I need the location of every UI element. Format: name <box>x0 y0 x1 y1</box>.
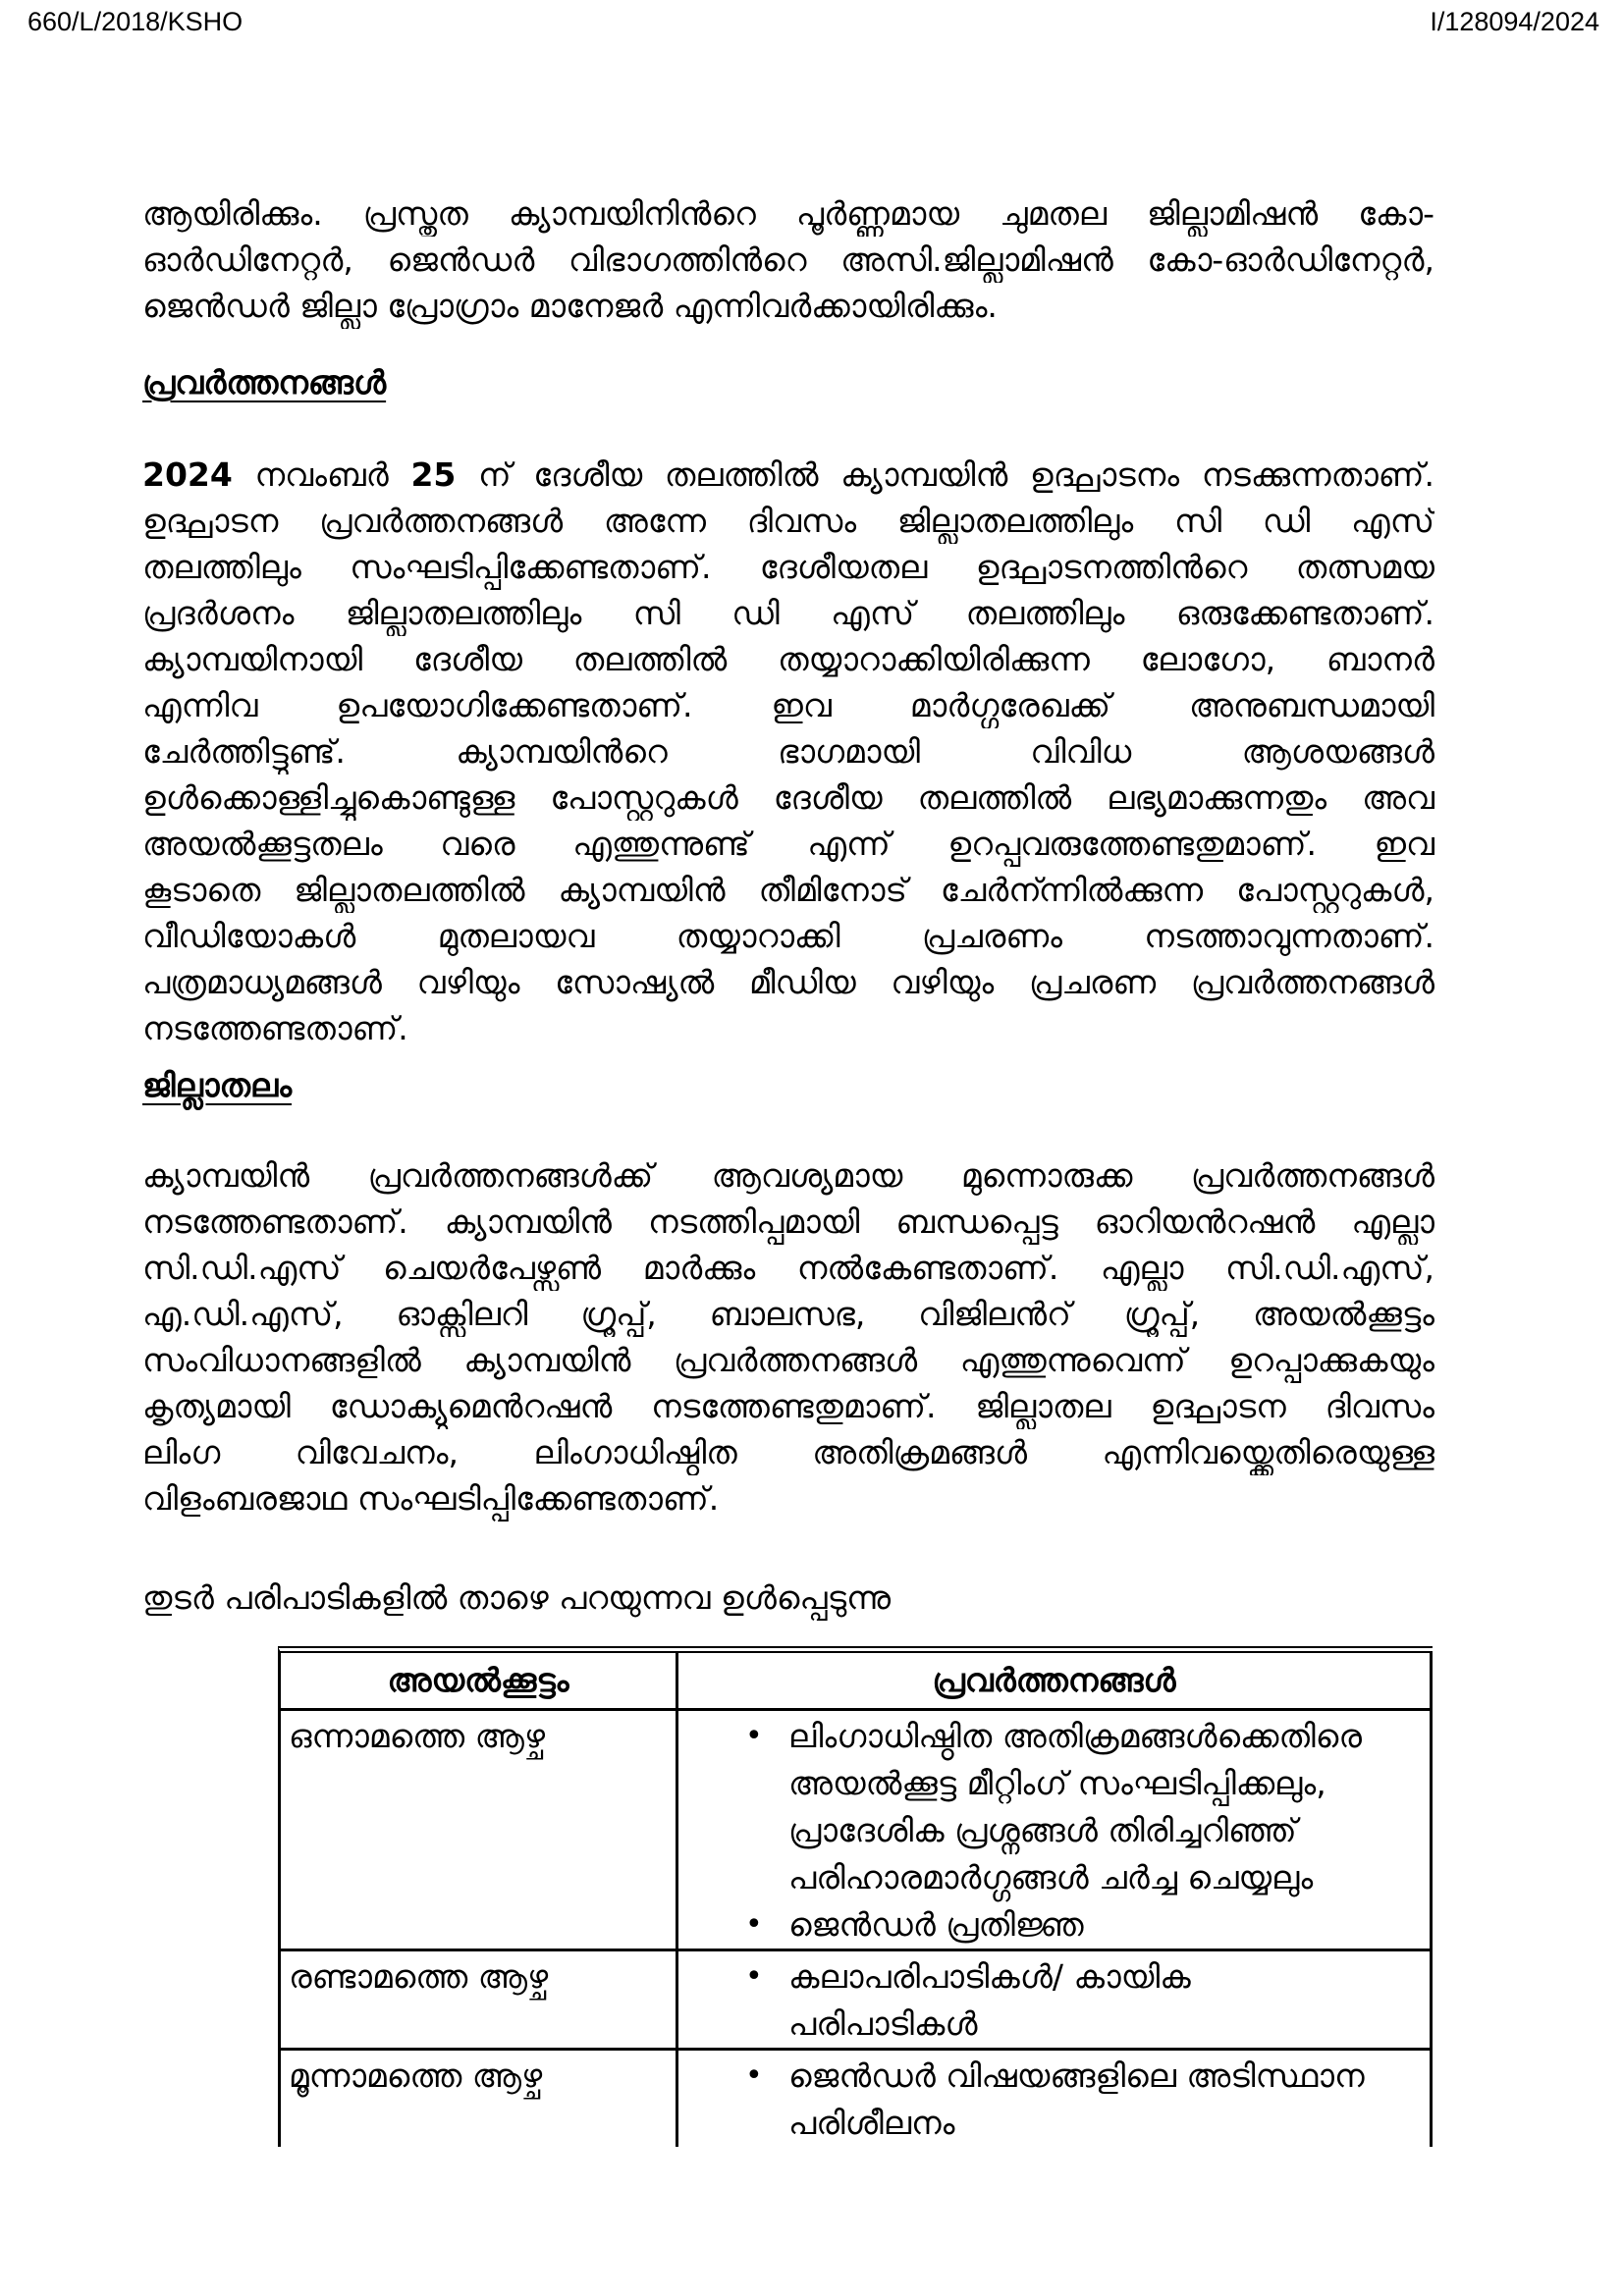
followup-intro-line: തുടർ പരിപാടികളിൽ താഴെ പറയുന്നവ ഉൾപ്പെടുന്നു <box>142 1578 892 1617</box>
paragraph-continuation <box>142 190 1434 329</box>
date-day: 25 <box>410 455 457 494</box>
section-heading-district: ജില്ലാതലം <box>142 1066 293 1104</box>
bullet-dot-icon: • <box>745 2058 763 2093</box>
text-line: കൂടാതെ ജില്ലാതലത്തിൽ ക്യാമ്പയിൻ തീമിനോട് ചേർന്ന്നിൽക്കുന്ന പോസ്റ്ററുകൾ, <box>142 871 1434 909</box>
text-line: എ.ഡി.എസ്, ഓക്സിലറി ഗ്രൂപ്പ്, ബാലസഭ, വിജിലൻറ് ഗ്രൂപ്പ്, അയൽക്കൂട്ടം <box>142 1295 1434 1333</box>
bullet-text: ജെൻഡർ വിഷയങ്ങളിലെ അടിസ്ഥാന പരിശീലനം <box>788 2056 1365 2142</box>
bullet-dot-icon: • <box>745 1719 763 1753</box>
header-ref-number-left: 660/L/2018/KSHO <box>27 7 243 36</box>
text-line: നടത്തേണ്ടതാണ്. <box>142 1009 408 1047</box>
text-line: വിളംബരജാഥ സംഘടിപ്പിക്കേണ്ടതാണ്. <box>142 1479 720 1518</box>
table-row-week3 <box>281 2051 1433 2147</box>
text-line: ക്യാമ്പയിനായി ദേശീയ തലത്തിൽ തയ്യാറാക്കിയിരിക്കുന്ന ലോഗോ, ബാനർ <box>142 640 1434 678</box>
header-ref-number-right: I/128094/2024 <box>1430 7 1599 36</box>
text-line <box>142 452 1434 498</box>
table-header-week: അയൽക്കൂട്ടം <box>281 1653 678 1711</box>
activity-bullet <box>745 2053 1420 2147</box>
schedule-table <box>278 1646 1433 2147</box>
table-row-week2 <box>281 1951 1433 2051</box>
date-year: 2024 <box>142 455 233 494</box>
text-line: ആയിരിക്കും. പ്രസ്തുത ക്യാമ്പയിനിൻറെ പൂർണ്ണമായ ചുമതല ജില്ലാമിഷൻ കോ- <box>142 194 1434 233</box>
text-line: വീഡിയോകൾ മുതലായവ തയ്യാറാക്കി പ്രചരണം നടത്താവുന്നതാണ്. <box>142 917 1434 955</box>
text-line: ഓർഡിനേറ്റർ, ജെൻഡർ വിഭാഗത്തിൻറെ അസി.ജില്ലാമിഷൻ കോ-ഓർഡിനേറ്റർ, <box>142 240 1434 279</box>
text-line: പ്രദർശനം ജില്ലാതലത്തിലും സി ഡി എസ് തലത്തിലും ഒരുക്കേണ്ടതാണ്. <box>142 594 1434 632</box>
date-month: നവംബർ <box>232 455 411 494</box>
bullet-text: കലാപരിപാടികൾ/ കായിക പരിപാടികൾ <box>788 1957 1191 2043</box>
paragraph-district <box>142 1152 1434 1522</box>
paragraph-activities <box>142 452 1434 1051</box>
week-label: ഒന്നാമത്തെ ആഴ്ച <box>289 1717 545 1755</box>
section-heading-activities: പ്രവർത്തനങ്ങൾ <box>142 363 387 401</box>
table-header-activities: പ്രവർത്തനങ്ങൾ <box>678 1653 1433 1711</box>
bullet-text: ലിംഗാധിഷ്ഠിത അതിക്രമങ്ങൾക്കെതിരെ അയൽക്കൂട്ട മീറ്റിംഗ് സംഘടിപ്പിക്കലും, പ്രാദേശിക പ്രശ്നങ്ങൾ തിരിച്ചറിഞ്ഞ് പരിഹാരമാർഗ്ഗങ്ങൾ ചർച്ച ചെയ്യലും <box>788 1717 1362 1896</box>
text-line: അയൽക്കൂട്ടതലം വരെ എത്തുന്നുണ്ട് എന്ന് ഉറപ്പുവരുത്തേണ്ടതുമാണ്. ഇവ <box>142 825 1434 863</box>
week-label: രണ്ടാമത്തെ ആഴ്ച <box>289 1957 549 1996</box>
activity-bullet <box>745 1713 1420 1901</box>
text-line: ലിംഗ വിവേചനം, ലിംഗാധിഷ്ഠിത അതിക്രമങ്ങൾ എന്നിവയ്ക്കെതിരെയുള്ള <box>142 1433 1434 1471</box>
text-line: തലത്തിലും സംഘടിപ്പിക്കേണ്ടതാണ്. ദേശീയതല ഉദ്ഘാടനത്തിൻറെ തത്സമയ <box>142 548 1434 586</box>
activity-bullet <box>745 1901 1420 1949</box>
text-line: ക്യാമ്പയിൻ പ്രവർത്തനങ്ങൾക്ക് ആവശ്യമായ മുന്നൊരുക്ക പ്രവർത്തനങ്ങൾ <box>142 1156 1434 1195</box>
text-line: പത്രമാധ്യമങ്ങൾ വഴിയും സോഷ്യൽ മീഡിയ വഴിയും പ്രചരണ പ്രവർത്തനങ്ങൾ <box>142 963 1434 1001</box>
activity-bullet <box>745 1953 1420 2048</box>
table-header-row <box>281 1653 1433 1711</box>
text-line: ഉദ്ഘാടന പ്രവർത്തനങ്ങൾ അന്നേ ദിവസം ജില്ലാതലത്തിലും സി ഡി എസ് <box>142 502 1434 540</box>
text-line: ജെൻഡർ ജില്ലാ പ്രോഗ്രാം മാനേജർ എന്നിവർക്കായിരിക്കും. <box>142 287 998 325</box>
bullet-dot-icon: • <box>745 1907 763 1942</box>
table-row-week1 <box>281 1711 1433 1951</box>
text-line-rest: ന് ദേശീയ തലത്തിൽ ക്യാമ്പയിൻ ഉദ്ഘാടനം നടക്കുന്നതാണ്. <box>456 455 1434 494</box>
bullet-dot-icon: • <box>745 1959 763 1994</box>
text-line: സി.ഡി.എസ് ചെയർപേഴ്സൺ മാർക്കും നൽകേണ്ടതാണ്. എല്ലാ സി.ഡി.എസ്, <box>142 1249 1434 1287</box>
bullet-text: ജെൻഡർ പ്രതിജ്ഞ <box>788 1905 1084 1944</box>
text-line: എന്നിവ ഉപയോഗിക്കേണ്ടതാണ്. ഇവ മാർഗ്ഗരേഖക്ക് അനുബന്ധമായി <box>142 686 1434 724</box>
text-line: ഉൾക്കൊള്ളിച്ചുകൊണ്ടുള്ള പോസ്റ്ററുകൾ ദേശീയ തലത്തിൽ ലഭ്യമാക്കുന്നതും അവ <box>142 778 1434 817</box>
text-line: സംവിധാനങ്ങളിൽ ക്യാമ്പയിൻ പ്രവർത്തനങ്ങൾ എത്തുന്നുവെന്ന് ഉറപ്പാക്കുകയും <box>142 1341 1434 1379</box>
text-line: ചേർത്തിട്ടുണ്ട്. ക്യാമ്പയിൻറെ ഭാഗമായി വിവിധ ആശയങ്ങൾ <box>142 732 1434 771</box>
text-line: നടത്തേണ്ടതാണ്. ക്യാമ്പയിൻ നടത്തിപ്പുമായി ബന്ധപ്പെട്ട ഓറിയൻറഷൻ എല്ലാ <box>142 1202 1434 1241</box>
week-label: മൂന്നാമത്തെ ആഴ്ച <box>289 2056 543 2095</box>
text-line: കൃത്യമായി ഡോക്യുമെൻറഷൻ നടത്തേണ്ടതുമാണ്. ജില്ലാതല ഉദ്ഘാടന ദിവസം <box>142 1387 1434 1425</box>
